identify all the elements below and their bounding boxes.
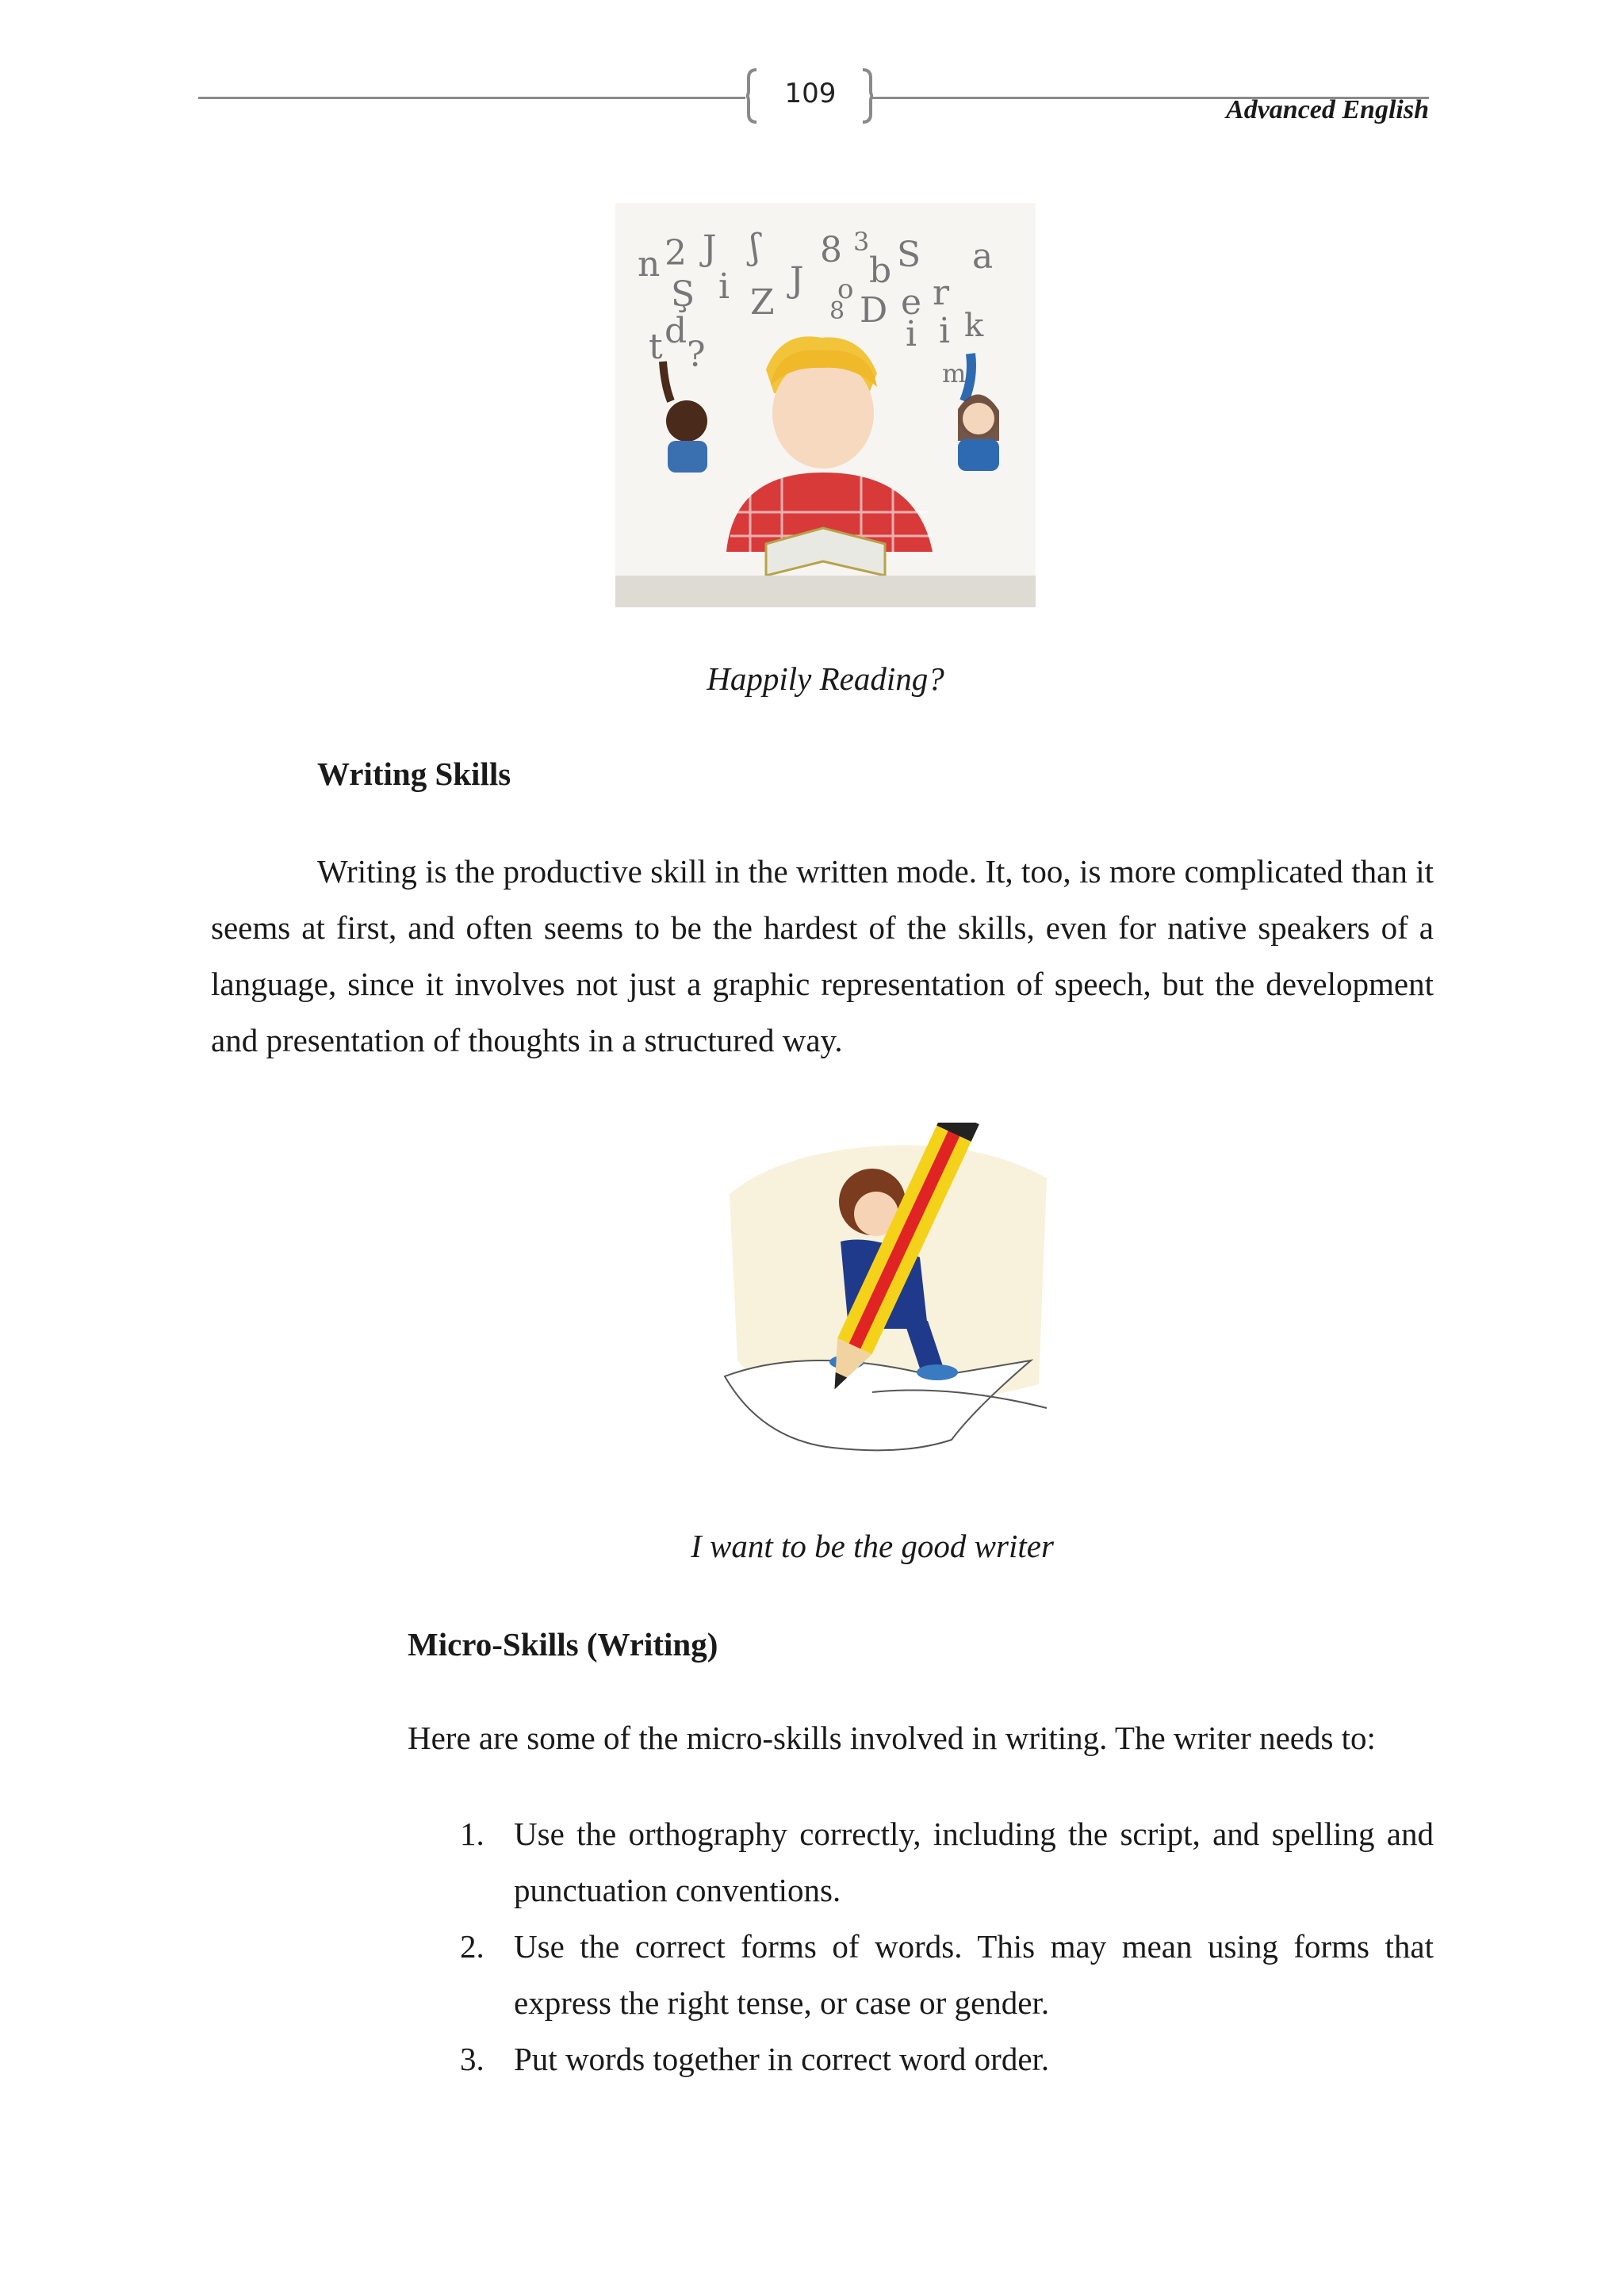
svg-text:ʃ: ʃ — [750, 227, 760, 267]
svg-text:D: D — [860, 290, 888, 331]
svg-text:8: 8 — [829, 297, 845, 325]
list-item — [460, 1806, 1434, 1919]
figure-caption-writer: I want to be the good writer — [691, 1528, 1054, 1564]
section-heading-micro-skills: Micro-Skills (Writing) — [408, 1626, 718, 1663]
svg-text:n: n — [638, 244, 661, 285]
svg-text:?: ? — [687, 335, 706, 375]
svg-text:i: i — [718, 266, 730, 307]
svg-text:i: i — [939, 311, 951, 351]
writing-skills-text: Writing is the productive skill in the written mode. It, too, is more complicated than it seems at first, and often seems to be the hardest of the skills, even for native speakers of a language, since it involves not just a graphic representation of speech, but the development and presentation of thoughts in a structured way. — [211, 853, 1434, 1058]
svg-text:3: 3 — [853, 227, 870, 257]
svg-text:i: i — [906, 314, 917, 354]
list-item-number: 3. — [460, 2041, 485, 2077]
svg-text:a: a — [972, 236, 994, 277]
svg-text:2: 2 — [665, 233, 687, 274]
list-item-text: Put words together in correct word order. — [514, 2041, 1050, 2077]
list-item — [460, 1919, 1434, 2031]
micro-skills-intro: Here are some of the micro-skills involved in writing. The writer needs to: — [408, 1720, 1376, 1756]
child-with-giant-pencil-illustration — [714, 1123, 1055, 1471]
page-number: 109 — [784, 78, 837, 109]
right-bracket-icon — [860, 68, 874, 124]
list-item — [460, 2031, 1434, 2087]
list-item-number: 1. — [460, 1816, 485, 1852]
section-heading-writing-skills: Writing Skills — [317, 756, 511, 792]
running-title: Advanced English — [1226, 95, 1429, 124]
micro-skills-list — [460, 1806, 1434, 2087]
svg-text:Z: Z — [750, 282, 775, 323]
svg-text:S: S — [897, 235, 921, 275]
left-bracket-icon — [745, 68, 760, 124]
svg-text:Ş: Ş — [671, 274, 695, 315]
svg-text:e: e — [901, 282, 922, 323]
svg-text:t: t — [649, 327, 663, 367]
list-item-number: 2. — [460, 1928, 485, 1965]
figure-caption-reading: Happily Reading? — [707, 660, 944, 697]
writing-skills-paragraph — [211, 844, 1434, 1069]
svg-text:b: b — [869, 251, 892, 291]
svg-text:J: J — [790, 260, 804, 300]
svg-text:k: k — [964, 308, 984, 344]
svg-text:d: d — [665, 311, 688, 351]
children-reading-illustration — [615, 203, 1036, 607]
svg-text:J: J — [703, 228, 717, 269]
svg-text:r: r — [933, 273, 950, 313]
list-item-text: Use the orthography correctly, including the script, and spelling and punctuation conventions. — [514, 1816, 1434, 1908]
svg-text:8: 8 — [820, 230, 842, 270]
list-item-text: Use the correct forms of words. This may mean using forms that express the right tense, or case or gender. — [514, 1928, 1434, 2021]
header-rule-left — [198, 97, 745, 99]
svg-text:o: o — [837, 274, 854, 305]
svg-text:m: m — [942, 358, 967, 388]
